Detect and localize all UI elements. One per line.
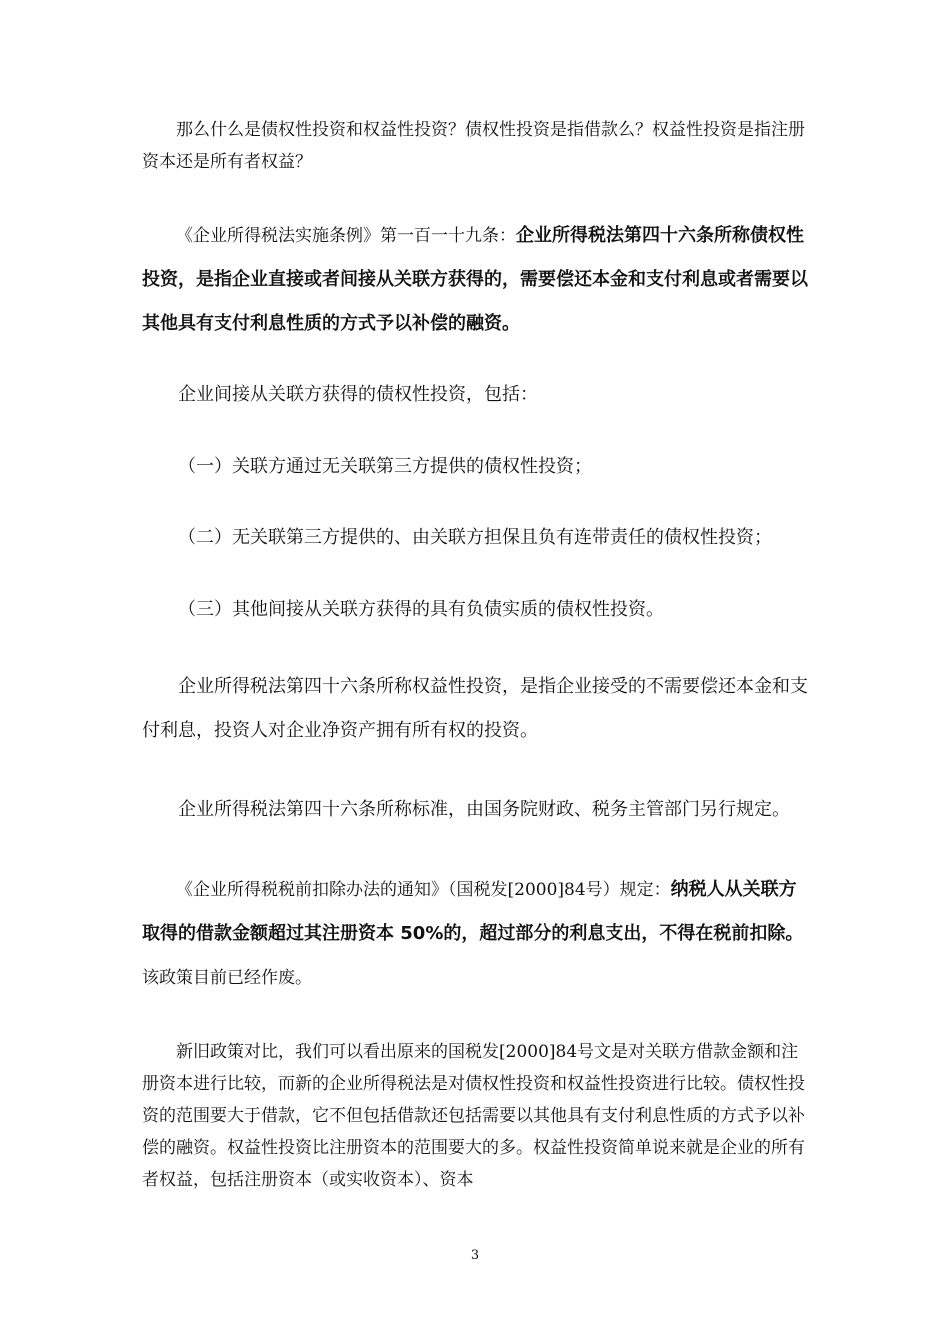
article-119-definition: 企业所得税法第四十六条所称债权性投资，是指企业直接或者间接从关联方获得的，需要偿还本金和支付利息或者需要以其他具有支付利息性质的方式予以补偿的融资。 [142, 225, 808, 334]
paragraph-item-3: （三）其他间接从关联方获得的具有负债实质的债权性投资。 [178, 599, 664, 620]
old-policy-note: 该政策目前已经作废。 [142, 968, 312, 988]
paragraph-old-policy [142, 868, 810, 1000]
paragraph-indirect-intro: 企业间接从关联方获得的债权性投资，包括： [178, 384, 538, 405]
paragraph-comparison: 新旧政策对比，我们可以看出原来的国税发[2000]84号文是对关联方借款金额和注册资本进行比较，而新的企业所得税法是对债权性投资和权益性投资进行比较。债权性投资的范围要大于借款，它不但包括借款还包括需要以其他具有支付利息性质的方式予以补偿的融资。权益性投资比注册资本的范围要大的多。权益性投资简单说来就是企业的所有者权益，包括注册资本（或实收资本）、资本 [142, 1042, 805, 1190]
paragraph-article-119 [142, 214, 810, 346]
paragraph-question: 那么什么是债权性投资和权益性投资？债权性投资是指借款么？权益性投资是指注册资本还是所有者权益？ [142, 120, 805, 172]
page-number: 3 [470, 1248, 480, 1263]
paragraph-item-1: （一）关联方通过无关联第三方提供的债权性投资； [178, 456, 592, 477]
old-policy-rule: 纳税人从关联方取得的借款金额超过其注册资本 50%的，超过部分的利息支出，不得在税前扣除。 [142, 879, 804, 944]
paragraph-equity-investment: 企业所得税法第四十六条所称权益性投资，是指企业接受的不需要偿还本金和支付利息，投资人对企业净资产拥有所有权的投资。 [142, 676, 808, 741]
article-119-citation: 《企业所得税法实施条例》第一百一十九条： [176, 226, 516, 246]
paragraph-item-2: （二）无关联第三方提供的、由关联方担保且负有连带责任的债权性投资； [178, 527, 772, 548]
paragraph-standard: 企业所得税法第四十六条所称标准，由国务院财政、税务主管部门另行规定。 [178, 799, 790, 820]
old-policy-citation: 《企业所得税税前扣除办法的通知》（国税发[2000]84号）规定： [176, 880, 671, 900]
